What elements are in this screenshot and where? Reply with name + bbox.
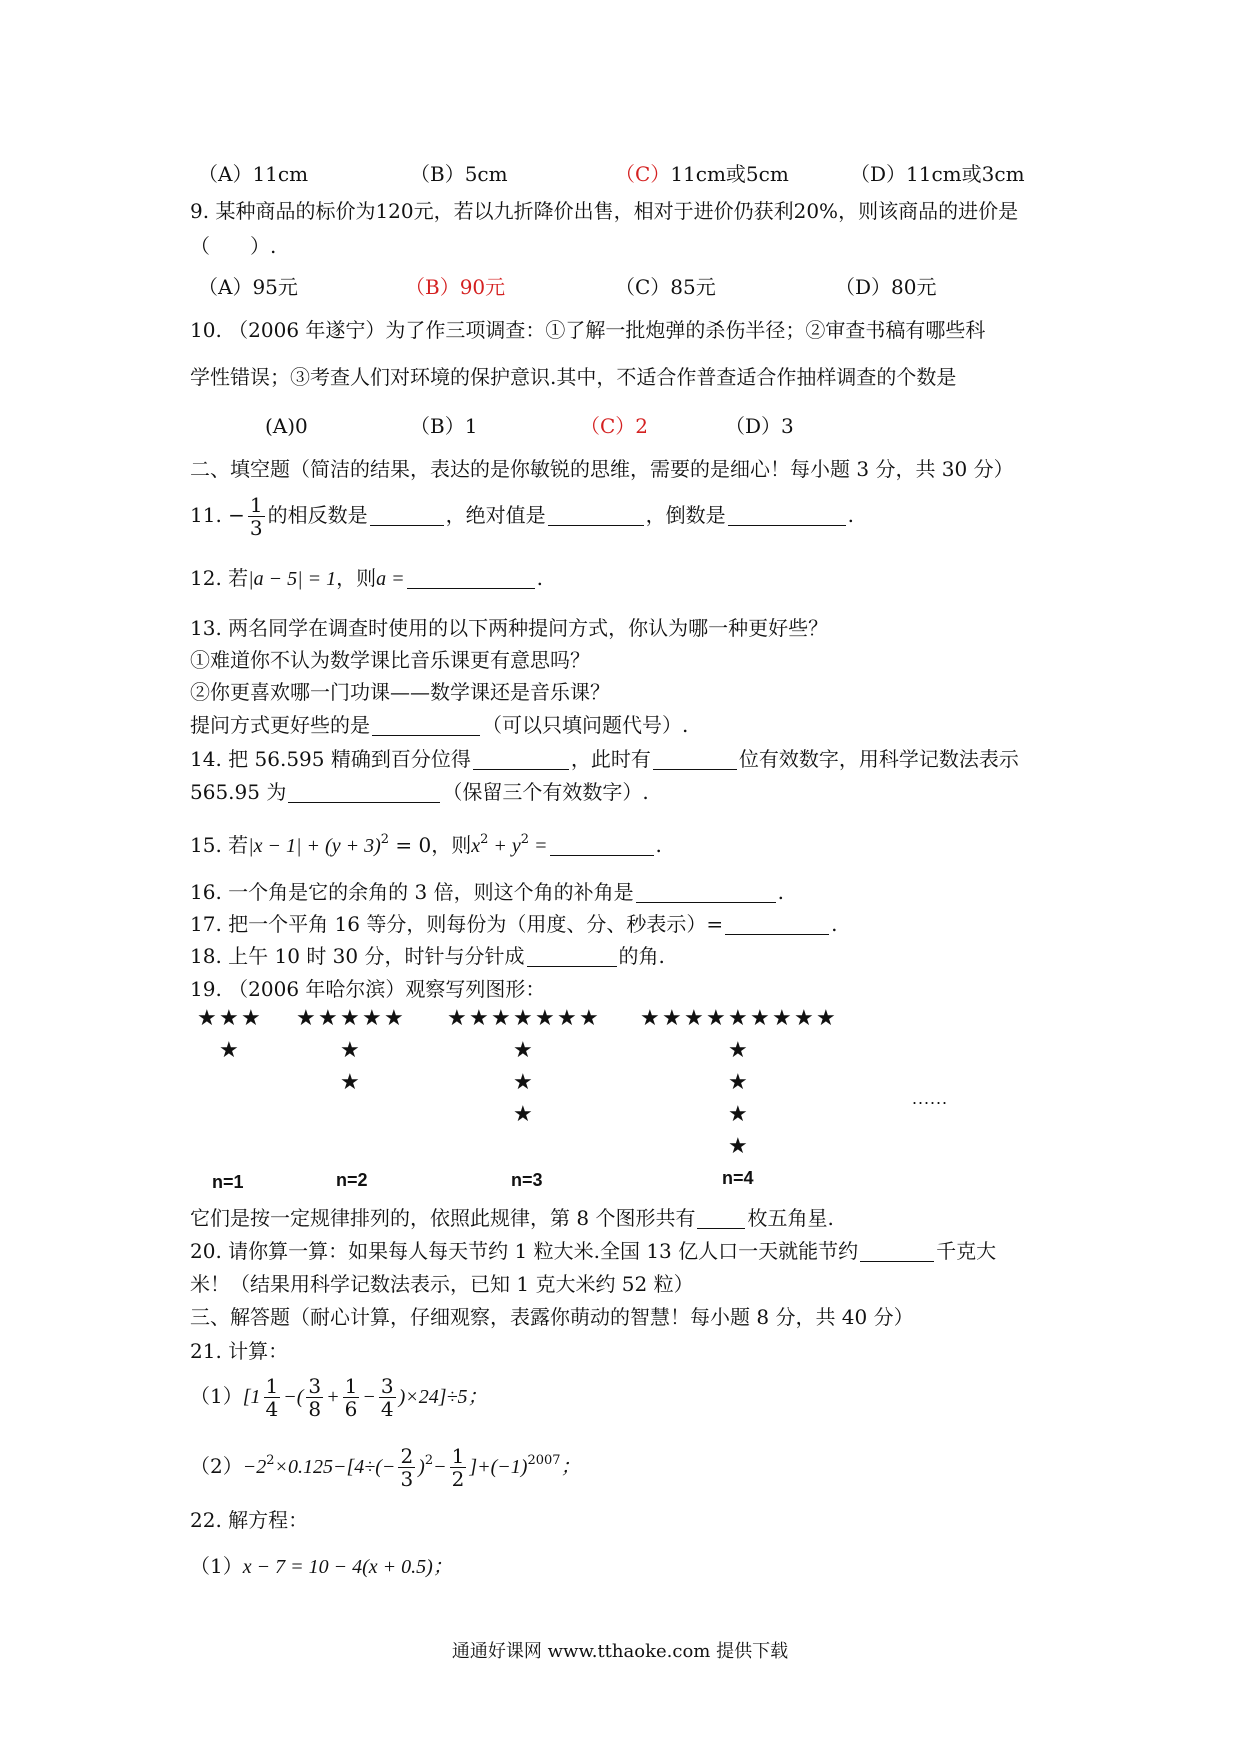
star-icon: ★ [219,1006,239,1031]
star-icon: ★ [513,1038,533,1063]
q12-blank[interactable] [407,568,535,589]
star-icon: ★ [384,1006,404,1031]
star-icon: ★ [362,1006,382,1031]
star-icon: ★ [706,1006,726,1031]
q12-end: . [536,566,544,590]
star-icon: ★ [340,1070,360,1095]
figure-label-n1: n=1 [212,1172,244,1192]
q17 [190,910,837,938]
star-icon: ★ [728,1038,748,1063]
star-icon: ★ [513,1006,533,1031]
q14-blank-sci[interactable] [288,782,440,803]
q8-answer-mark: （C） [615,162,671,186]
q12 [190,564,543,593]
q13-line4 [190,711,688,739]
q19-blank[interactable] [697,1208,745,1229]
frac-denominator: 3 [400,1467,414,1491]
q16-blank[interactable] [636,882,776,903]
q21-p1-frac4 [379,1375,396,1420]
frac-numerator: 2 [400,1444,414,1468]
q15-exp2: 2 [480,832,489,847]
q15-prefix: 15. 若 [190,833,249,857]
q21-p2-exp2: 2 [424,1453,434,1468]
star-icon: ★ [772,1006,792,1031]
q16-end: . [777,880,784,904]
star-icon: ★ [447,1006,467,1031]
q16 [190,878,784,906]
q8-option-b: （B）5cm [410,162,508,186]
q21-p1-frac2 [306,1375,323,1420]
q16-text: 16. 一个角是它的余角的 3 倍，则这个角的补角是 [190,880,634,904]
q9-stem-line2: （ ）. [190,234,277,258]
q12-expression: |a − 5| = 1 [248,568,337,590]
q9-option-b: （B）90元 [405,275,506,299]
figure-label-n4: n=4 [722,1168,754,1188]
q21-p1-frac1 [264,1375,281,1420]
q21-p1-a: [1 [242,1386,261,1408]
q20-line1 [190,1237,996,1265]
star-icon: ★ [816,1006,836,1031]
q11-fraction [248,494,265,539]
q14-text2: ，此时有 [570,747,651,771]
q14-text4: 565.95 为 [190,780,287,804]
star-icon: ★ [750,1006,770,1031]
q11-blank-opposite[interactable] [370,505,444,526]
star-icon: ★ [513,1102,533,1127]
star-icon: ★ [794,1006,814,1031]
q11-frac-denominator: 3 [249,516,263,540]
figure-label-n2: n=2 [336,1170,368,1190]
q9-option-d: （D）80元 [835,275,937,299]
q15-equals: = [529,835,548,857]
star-icon: ★ [728,1134,748,1159]
q12-var: a = [376,568,405,590]
star-icon: ★ [557,1006,577,1031]
q17-text: 17. 把一个平角 16 等分，则每份为（用度、分、秒表示）= [190,912,724,936]
q22-part1 [190,1552,453,1581]
star-icon: ★ [241,1006,261,1031]
q11-frac-numerator: 1 [249,493,263,517]
q11-text2: ，绝对值是 [445,503,546,527]
q10-option-b: （B）1 [410,414,478,438]
q21-part1 [190,1373,488,1420]
q20-blank[interactable] [860,1241,934,1262]
q21-p2-f: ； [560,1456,581,1478]
q8-option-c-text: 11cm或5cm [670,162,789,186]
star-icon: ★ [219,1038,239,1063]
star-icon: ★ [491,1006,511,1031]
frac-denominator: 2 [451,1467,465,1491]
q14-blank-digits[interactable] [653,749,737,770]
q21-p2-a: −2 [242,1456,267,1478]
frac-numerator: 3 [380,1374,394,1398]
star-icon: ★ [728,1070,748,1095]
q9-option-a: （A）95元 [198,275,298,299]
q14-text3: 位有效数字，用科学记数法表示 [738,747,1019,771]
q12-mid: ，则 [336,566,377,590]
q8-option-a: （A）11cm [198,162,309,186]
q22-stem: 22. 解方程： [190,1508,309,1532]
frac-numerator: 1 [451,1444,465,1468]
q15-end: . [655,833,662,857]
q21-p1-c: + [326,1386,340,1408]
q21-p1-b: −( [283,1386,304,1408]
q10-stem-line2: 学性错误；③考查人们对环境的保护意识.其中，不适合作普查适合作抽样调查的个数是 [190,365,957,389]
star-icon: ★ [535,1006,555,1031]
frac-numerator: 1 [265,1374,279,1398]
q14-line2 [190,778,649,806]
q22-p1-expr: x − 7 = 10 − 4(x + 0.5)； [242,1556,453,1578]
q21-p2-frac2 [450,1445,467,1490]
q19-question-text: 它们是按一定规律排列的，依照此规律，第 8 个图形共有 [190,1206,696,1230]
q21-p2-e: ]+(−1) [469,1456,528,1478]
q20-text1: 20. 请你算一算：如果每人每天节约 1 粒大米.全国 13 亿人口一天就能节约 [190,1239,859,1263]
q20-line2: 米！（结果用科学记数法表示，已知 1 克大米约 52 粒） [190,1272,694,1296]
q19-question [190,1204,834,1232]
q10-option-d: （D）3 [725,414,794,438]
star-icon: ★ [197,1006,217,1031]
q10-option-c: （C）2 [580,414,649,438]
q20-text2: 千克大 [936,1239,997,1263]
q21-p1-e: )×24]÷5； [398,1386,488,1408]
q15-expr2b: + y [488,835,521,857]
q19-stem: 19. （2006 年哈尔滨）观察写列图形： [190,977,546,1001]
q15-exp1: 2 [380,832,390,847]
q11 [190,492,854,539]
q13-blank[interactable] [372,715,480,736]
q8-option-d: （D）11cm或3cm [850,162,1025,186]
q14-text1: 14. 把 56.595 精确到百分位得 [190,747,471,771]
q15-mid: = 0，则 [389,833,472,857]
q12-prefix: 12. 若 [190,566,249,590]
section2-heading: 二、填空题（简洁的结果，表达的是你敏锐的思维，需要的是细心！每小题 3 分，共 30 分） [190,457,1014,481]
figure-label-n3: n=3 [511,1170,543,1190]
q9-option-c: （C）85元 [615,275,716,299]
q21-p1-label: （1） [190,1384,243,1408]
q14-line1 [190,745,1019,773]
q8-option-c [615,160,789,188]
q21-stem: 21. 计算： [190,1339,289,1363]
q21-p2-d: − [433,1456,447,1478]
q21-p2-c: ) [418,1456,425,1478]
q21-p2-b: ×0.125−[4÷(− [274,1456,396,1478]
q18-tail: 的角. [618,944,665,968]
frac-numerator: 3 [308,1374,322,1398]
star-icon: ★ [684,1006,704,1031]
q15 [190,826,662,860]
q11-blank-absolute[interactable] [548,505,644,526]
q15-expression: |x − 1| + (y + 3) [248,835,381,857]
q10-stem-line1: 10. （2006 年遂宁）为了作三项调查：①了解一批炮弹的杀伤半径；②审查书稿有哪些科 [190,318,986,342]
q13-line2: ①难道你不认为数学课比音乐课更有意思吗？ [190,648,590,672]
q18 [190,942,665,970]
frac-denominator: 6 [344,1397,358,1421]
star-icon: ★ [579,1006,599,1031]
q19-question-tail: 枚五角星. [747,1206,834,1230]
q9-stem-line1: 9. 某种商品的标价为120元，若以九折降价出售，相对于进价仍获利20%，则该商品的进价是 [190,199,1019,223]
q11-end: . [847,503,855,527]
star-icon: ★ [469,1006,489,1031]
q21-p2-exp1: 2 [266,1453,275,1468]
q13-line4-tail: （可以只填问题代号）. [482,713,689,737]
q21-p2-label: （2） [190,1454,243,1478]
q21-p1-d: − [362,1386,376,1408]
q21-p2-exp3: 2007 [527,1453,561,1468]
q11-number: 11. − [190,503,245,527]
q11-text1: 的相反数是 [267,503,368,527]
star-icon: ★ [318,1006,338,1031]
q13-line3: ②你更喜欢哪一门功课——数学课还是音乐课？ [190,680,610,704]
star-icon: ★ [662,1006,682,1031]
star-icon: ★ [296,1006,316,1031]
frac-denominator: 4 [380,1397,394,1421]
q15-expr2a: x [471,835,481,857]
star-icon: ★ [340,1006,360,1031]
q18-text: 18. 上午 10 时 30 分，时针与分针成 [190,944,525,968]
q13-line4-text: 提问方式更好些的是 [190,713,370,737]
q13-line1: 13. 两名同学在调查时使用的以下两种提问方式，你认为哪一种更好些？ [190,616,829,640]
star-icon: ★ [340,1038,360,1063]
star-icon: ★ [728,1102,748,1127]
star-icon: ★ [640,1006,660,1031]
q11-blank-reciprocal[interactable] [728,505,846,526]
q11-text3: ，倒数是 [645,503,726,527]
q10-option-a: (A)0 [265,414,308,438]
q14-blank-round[interactable] [473,749,569,770]
q21-part2 [190,1438,581,1490]
continuation-dots: ...... [912,1088,949,1108]
star-icon: ★ [513,1070,533,1095]
q15-blank[interactable] [550,835,654,856]
frac-numerator: 1 [344,1374,358,1398]
frac-denominator: 4 [265,1397,279,1421]
q22-p1-label: （1） [190,1554,243,1578]
q21-p2-frac1 [398,1445,415,1490]
page-footer: 通通好课网 www.tthaoke.com 提供下载 [451,1641,789,1662]
q18-blank[interactable] [527,946,617,967]
q15-exp3: 2 [520,832,530,847]
q21-p1-frac3 [343,1375,360,1420]
q17-blank[interactable] [725,914,829,935]
frac-denominator: 8 [308,1397,322,1421]
section3-heading: 三、解答题（耐心计算，仔细观察，表露你萌动的智慧！每小题 8 分，共 40 分） [190,1305,914,1329]
q17-end: . [831,912,838,936]
q14-text5: （保留三个有效数字）. [442,780,649,804]
star-icon: ★ [728,1006,748,1031]
